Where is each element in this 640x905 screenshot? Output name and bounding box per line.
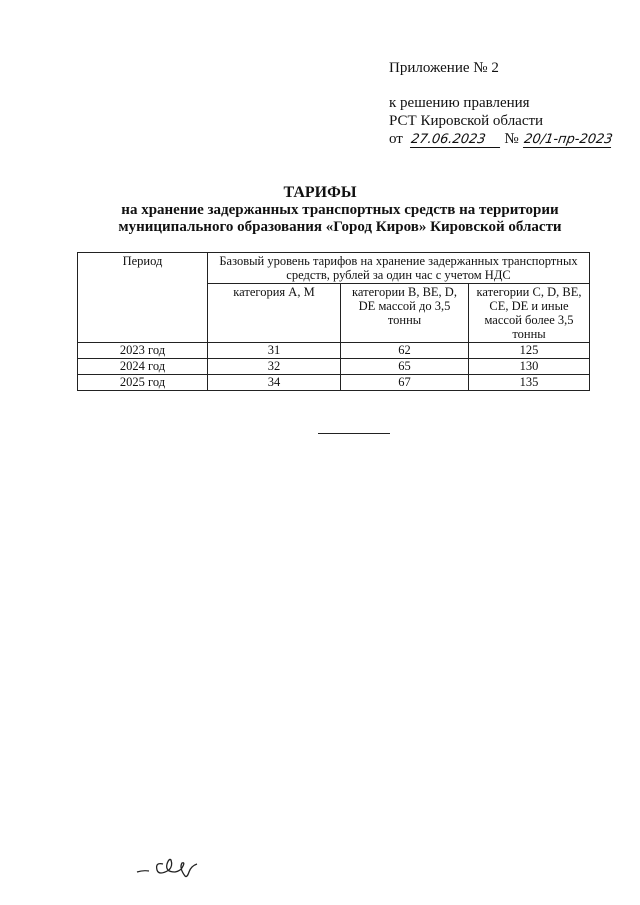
doc-subtitle-line-1: на хранение задержанных транспортных средств на территории (121, 202, 559, 218)
cell-b: 62 (341, 343, 469, 359)
cell-period: 2023 год (78, 343, 208, 359)
doc-subtitle (20, 202, 640, 236)
cell-period: 2025 год (78, 375, 208, 391)
number-prefix: № (504, 131, 519, 147)
cell-b: 65 (341, 359, 469, 375)
doc-title: ТАРИФЫ (283, 184, 357, 201)
decision-number: 20/1-пр-2023 (523, 132, 615, 147)
table-row (78, 343, 590, 359)
doc-subtitle-line-2: муниципального образования «Город Киров» Кировской области (118, 219, 562, 235)
decision-line-1: к решению правления (389, 95, 530, 111)
cell-b: 67 (341, 375, 469, 391)
appendix-label: Приложение № 2 (389, 60, 499, 76)
decision-date: 27.06.2023 (410, 133, 502, 148)
table-header-row-1 (78, 253, 590, 284)
decision-line-2: РСТ Кировской области (389, 113, 544, 129)
table-row (78, 359, 590, 375)
header-category-b: категории B, BE, D, DE массой до 3,5 тонны (341, 284, 469, 343)
cell-am: 34 (208, 375, 341, 391)
header-period: Период (78, 253, 208, 343)
decision-block (389, 94, 615, 148)
cell-am: 31 (208, 343, 341, 359)
header-category-am: категория A, M (208, 284, 341, 343)
table-row (78, 375, 590, 391)
header-category-c: категории C, D, BE, CE, DE и иные массой более 3,5 тонны (469, 284, 590, 343)
from-prefix: от (389, 131, 403, 147)
separator-line (318, 433, 390, 434)
signature-icon (135, 850, 205, 880)
cell-c: 135 (469, 375, 590, 391)
decision-date-line (389, 130, 615, 148)
header-tariff-group: Базовый уровень тарифов на хранение задержанных транспортных средств, рублей за один час с учетом НДС (208, 253, 590, 284)
cell-c: 125 (469, 343, 590, 359)
cell-period: 2024 год (78, 359, 208, 375)
cell-c: 130 (469, 359, 590, 375)
cell-am: 32 (208, 359, 341, 375)
tariffs-table (77, 252, 590, 391)
